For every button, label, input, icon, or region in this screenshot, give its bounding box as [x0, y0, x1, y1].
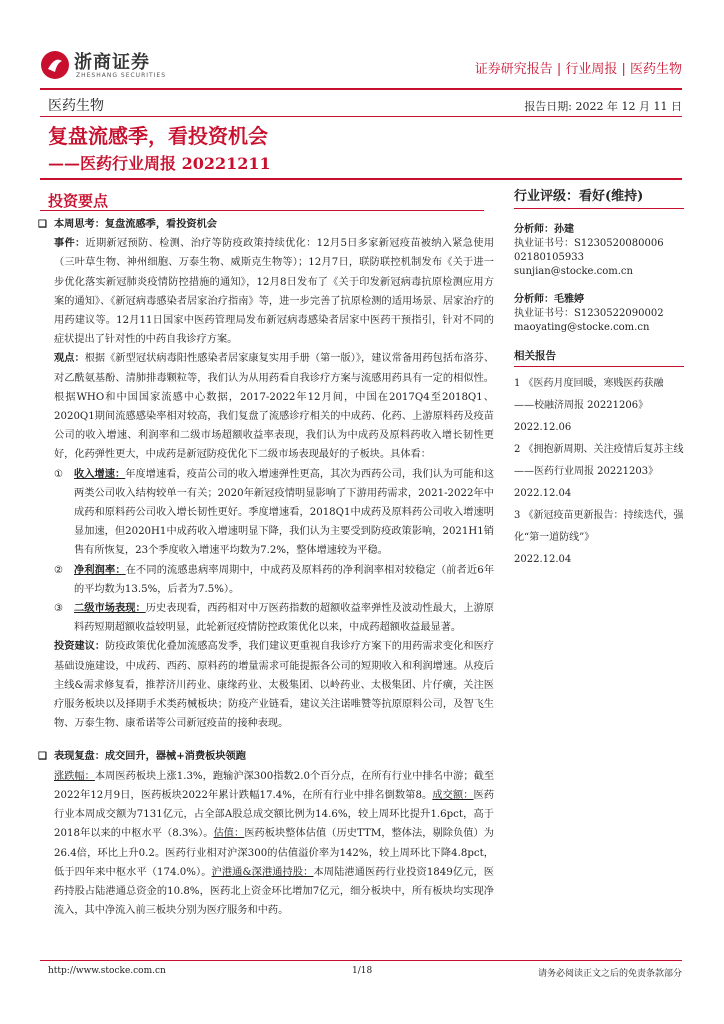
checkbox-bullet-icon: ❑	[38, 751, 47, 763]
analyst-email[interactable]: sunjian@stocke.com.cn	[514, 266, 633, 277]
report-title: 复盘流感季，看投资机会	[48, 124, 268, 148]
industry-rating: 行业评级：看好(维持)	[514, 190, 684, 209]
analyst-phone: 02180105933	[514, 252, 584, 263]
analyst-1	[514, 223, 684, 279]
analyst-cert: 执业证书号：S1230522090002	[514, 308, 664, 319]
point-market-performance: ③ 二级市场表现：历史表现看，西药相对中万医药指数的超额收益率弹性及波动性最大，上游原料药短期超额收益较明显，此轮新冠疫情防控政策优化以来，中成药超额收益最显著。	[54, 602, 494, 634]
report-date: 报告日期: 2022 年 12 月 11 日	[524, 100, 682, 113]
related-report-date: 2022.12.06	[514, 422, 572, 433]
checkbox-bullet-icon: ❑	[38, 219, 47, 230]
section-divider	[40, 210, 484, 211]
related-report-item[interactable]: 1 《医药月度回暖，寒贱医药获融 ——校融济周报 20221206》	[514, 378, 664, 411]
related-reports-list	[514, 373, 684, 571]
analyst-name: 分析师：毛雅婷	[514, 294, 584, 305]
analyst-cert: 执业证书号：S1230520080006	[514, 238, 664, 249]
bullet-2-title: ❑ 表现复盘：成交回升，器械+消费板块领跑	[54, 747, 494, 766]
sector-label: 医药生物	[48, 98, 104, 114]
analyst-email[interactable]: maoyating@stocke.com.cn	[514, 322, 650, 333]
logo-text-cn: 浙商证券	[74, 52, 150, 73]
sidebar	[514, 190, 684, 571]
main-content	[38, 215, 495, 920]
related-reports-title: 相关报告	[514, 349, 684, 367]
related-report-date: 2022.12.04	[514, 554, 572, 565]
report-subtitle: ——医药行业周报 20221211	[48, 154, 271, 173]
point-revenue-growth: ① 收入增速：年度增速看，疫苗公司的收入增速弹性更高，其次为西药公司，我们认为可能和这两类公司收入结构较单一有关；2020年新冠疫情明显影响了下游用药需求，2021-2022年中成药和原料药公司收入增长韧性更好。季度增速看，2018Q1中成药及原料药公司收入增速明显加速，但2020H1中成药收入增速明显下降，我们认为主要受到防疫政策影响，2021H1销售有所恢复，23个季度收入增速平均数为7.2%，整体增速较为平稳。	[54, 467, 495, 557]
advice-paragraph: 投资建议：防疫政策优化叠加流感高发季，我们建议更重视自我诊疗方案下的用药需求变化和医疗基础设施建设，中成药、西药、原料药的增量需求可能提振各公司的短期收入和利润增速。从疫后主线&需求修复看，推荐济川药业、康缘药业、太极集团、以岭药业、太极集团、片仔癀，关注医疗服务板块以及择期手术类药械板块；防疫产业链看，建议关注诺唯赞等抗原原料公司，及智飞生物、万泰生物、康希诺等公司新冠疫苗的接种表现。	[54, 640, 494, 730]
analyst-name: 分析师：孙建	[514, 224, 574, 235]
related-report-item[interactable]: 2 《拥抱新周期、关注疫情后复苏主线——医药行业周报 20221203》	[514, 444, 684, 477]
footer-disclaimer: 请务必阅读正文之后的免责条款部分	[537, 969, 682, 979]
section-title: 投资要点	[48, 192, 109, 210]
header-divider	[40, 88, 682, 90]
related-report-date: 2022.12.04	[514, 488, 572, 499]
page-number: 1/18	[352, 966, 373, 976]
footer-divider	[40, 960, 682, 961]
view-paragraph: 观点：根据《新型冠状病毒阳性感染者居家康复实用手册（第一版）》，建议常备用药包括布洛芬、对乙酰氨基酚、清肺排毒颗粒等，我们认为从用药看自我诊疗方案与流感用药具有一定的相似性。根据WHO和中国国家流感中心数据，2017-2022年12月间，中国在2017Q4至2018Q1、2020Q1期间流感感染率相对较高，我们复盘了流感诊疗相关的中成药、化药、上游原料药及疫苗公司的收入增速、利润率和二级市场超额收益率表现，我们认为中成药及原料药收入增长韧性更好，化药弹性更大，中成药是新冠防疫优化下二级市场表现最好的子板块。具体看：	[54, 352, 495, 461]
logo-text-en: ZHESHANG SECURITIES	[76, 72, 167, 79]
breadcrumb: 证券研究报告 | 行业周报 | 医药生物	[474, 62, 682, 77]
event-paragraph: 事件：近期新冠预防、检测、治疗等防疫政策持续优化：12月5日多家新冠疫苗被纳入紧急使用（三叶草生物、神州细胞、万泰生物、威斯克生物等）；12月7日，联防联控机制发布《关于进一步优化落实新冠肺炎疫情防控措施的通知》，12月8日发布了《关于印发新冠病毒抗原检测应用方案的通知》、《新冠病毒感染者居家治疗指南》等，进一步完善了抗原检测的适用场景、居家治疗的用药建议等。12月11日国家中医药管理局发布新冠病毒感染者居家中医药干预指引，针对不同的症状提出了针对性的中药自我诊疗方案。	[54, 237, 495, 346]
company-logo	[40, 48, 240, 88]
related-report-item[interactable]: 3 《新冠疫苗更新报告：持续迭代，强化“第一道防线”》	[514, 510, 684, 543]
analyst-2	[514, 293, 684, 335]
bullet-1-title: ❑ 本周思考：复盘流感季，看投资机会	[54, 215, 494, 234]
title-divider	[40, 178, 682, 180]
footer-url[interactable]: http://www.stocke.com.cn	[48, 966, 166, 976]
point-net-margin: ② 净利润率：在不同的流感患病率周期中，中成药及原料药的净利润率相对较稳定（前者近6年的平均数为13.5%，后者为7.5%）。	[54, 563, 495, 595]
performance-paragraph: 涨跌幅：本周医药板块上涨1.3%，跑输沪深300指数2.0个百分点，在所有行业中排名中游；截至2022年12月9日，医药板块2022年累计跌幅17.4%，在所有行业中排名倒数第8。成交额：医药行业本周成交额为7131亿元，占全部A股总成交额比例为14.6%，较上周环比提升1.6pct，高于2018年以来的中枢水平（8.3%）。估值：医药板块整体估值（历史TTM，整体法，剔除负值）为26.4倍，环比上升0.2。医药行业相对沪深300的估值溢价率为142%，较上周环比下降4.8pct，低于四年来中枢水平（174.0%）。沪港通&深港通持股：本周陆港通医药行业投资1849亿元，医药持股占陆港通总资金的10.8%，医药北上资金环比增加7亿元，细分板块中，所有板块均实现净流入，其中净流入前三板块分别为医疗服务和中药。	[54, 770, 495, 917]
logo-mark-icon	[40, 50, 70, 80]
sector-divider	[40, 116, 682, 117]
